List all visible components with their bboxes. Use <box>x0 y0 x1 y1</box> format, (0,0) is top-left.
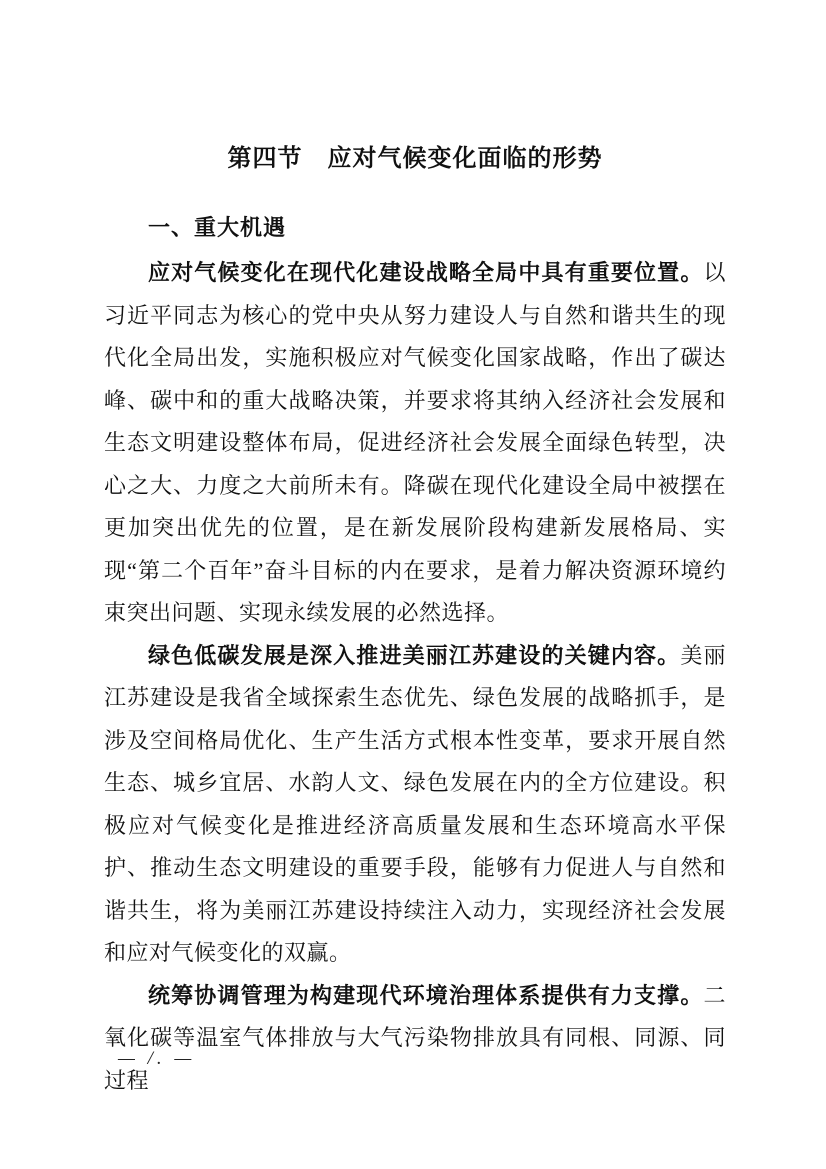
paragraph-2-lead-sentence: 绿色低碳发展是深入推进美丽江苏建设的关键内容。 <box>148 642 681 668</box>
page-content <box>104 0 726 1102</box>
paragraph-3-body: 二氧化碳等温室气体排放与大气污染物排放具有同根、同源、同过程 <box>104 982 726 1093</box>
paragraph-2 <box>104 635 726 975</box>
paragraph-3-lead-sentence: 统筹协调管理为构建现代环境治理体系提供有力支撑。 <box>148 982 704 1008</box>
paragraph-2-body: 美丽江苏建设是我省全域探索生态优先、绿色发展的战略抓手，是涉及空间格局优化、生产生活方式根本性变革，要求开展自然生态、城乡宜居、水韵人文、绿色发展在内的全方位建设。积极应对气候变化是推进经济高质量发展和生态环境高水平保护、推动生态文明建设的重要手段，能够有力促进人与自然和谐共生，将为美丽江苏建设持续注入动力，实现经济社会发展和应对气候变化的双赢。 <box>104 642 726 965</box>
paragraph-1-lead-sentence: 应对气候变化在现代化建设战略全局中具有重要位置。 <box>148 260 704 285</box>
paragraph-3 <box>104 975 726 1103</box>
page-number: — /. — <box>118 1048 196 1069</box>
subsection-heading: 一、重大机遇 <box>148 215 287 240</box>
paragraph-1-body: 以习近平同志为核心的党中央从努力建设人与自然和谐共生的现代化全局出发，实施积极应对气候变化国家战略，作出了碳达峰、碳中和的重大战略决策，并要求将其纳入经济社会发展和生态文明建设整体布局，促进经济社会发展全面绿色转型，决心之大、力度之大前所未有。降碳在现代化建设全局中被摆在更加突出优先的位置，是在新发展阶段构建新发展格局、实现“第二个百年”奋斗目标的内在要求，是着力解决资源环境约束突出问题、实现永续发展的必然选择。 <box>104 260 726 625</box>
paragraph-1 <box>104 252 726 635</box>
body-text <box>104 252 726 1102</box>
section-title: 第四节 应对气候变化面临的形势 <box>227 145 603 172</box>
